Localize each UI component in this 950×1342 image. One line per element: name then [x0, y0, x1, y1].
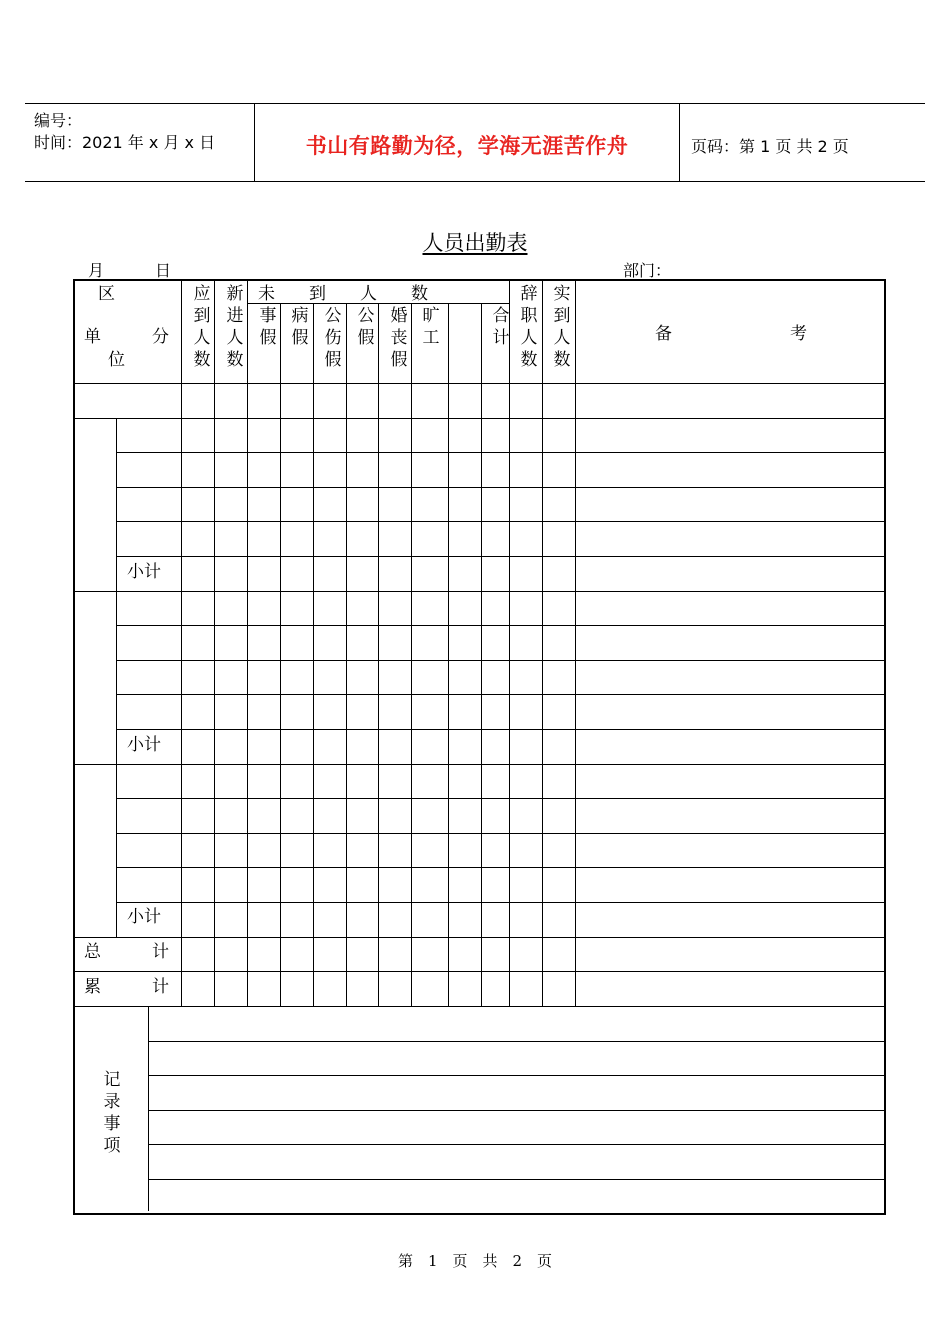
- subtotal-label: 小计: [127, 562, 161, 582]
- grid-line: [73, 937, 886, 938]
- col-personal-leave-header: 事假: [259, 306, 277, 348]
- grid-line: [214, 279, 215, 1006]
- col-unit-header-bottom: 位: [108, 350, 125, 370]
- grid-line: [116, 833, 886, 834]
- col-unit-header-left: 单: [84, 327, 101, 347]
- col-remarks-header-1: 备: [655, 324, 672, 344]
- col-wedding-funeral-header: 婚丧假: [390, 306, 408, 370]
- col-sick-leave-header: 病假: [291, 306, 309, 348]
- col-injury-leave-header: 公伤假: [324, 306, 342, 370]
- grid-line: [313, 303, 314, 1006]
- grid-line: [509, 279, 510, 1006]
- department-label: 部门：: [623, 261, 672, 280]
- grid-line: [116, 452, 886, 453]
- grid-line: [116, 521, 886, 522]
- col-expected-header: 应到人数: [193, 284, 211, 370]
- grid-line: [116, 902, 886, 903]
- col-district-header: 区: [98, 284, 115, 304]
- grid-line: [116, 660, 886, 661]
- grid-line: [73, 971, 886, 972]
- grid-line: [116, 418, 117, 937]
- grid-line: [73, 764, 886, 765]
- col-actual-header: 实到人数: [553, 284, 571, 370]
- col-absent-group-header: 未 到 人 数: [258, 284, 428, 304]
- grid-line: [411, 303, 412, 1006]
- grid-line: [116, 694, 886, 695]
- document-number-label: 编号：: [34, 111, 83, 130]
- grid-line: [73, 1006, 886, 1007]
- col-resigned-header: 辞职人数: [520, 284, 538, 370]
- grid-line: [148, 1110, 886, 1111]
- col-new-header: 新进人数: [226, 284, 244, 370]
- cumulative-label-2: 计: [152, 977, 169, 997]
- document-time-label: 时间：2021 年 x 月 x 日: [34, 133, 216, 152]
- col-official-leave-header: 公假: [357, 306, 375, 348]
- page-info: 页码：第 1 页 共 2 页: [691, 137, 849, 156]
- grid-line: [116, 867, 886, 868]
- motto-text: 书山有路勤为径，学海无涯苦作舟: [305, 134, 629, 158]
- grid-line: [73, 383, 886, 384]
- grid-line: [575, 279, 576, 1006]
- grand-total-label-1: 总: [84, 942, 101, 962]
- notes-label: 记录事项: [103, 1070, 121, 1156]
- grid-line: [148, 1179, 886, 1180]
- grid-line: [542, 279, 543, 1006]
- subtotal-label: 小计: [127, 907, 161, 927]
- month-label: 月: [88, 261, 105, 280]
- header-page-cell: [680, 104, 925, 181]
- grid-line: [73, 418, 886, 419]
- grid-line: [73, 591, 886, 592]
- grid-line: [481, 303, 482, 1006]
- cumulative-label-1: 累: [84, 977, 101, 997]
- grid-line: [346, 303, 347, 1006]
- grid-line: [247, 279, 248, 1006]
- grid-line: [181, 279, 182, 1006]
- col-unit-header-right: 分: [152, 327, 169, 347]
- grid-line: [116, 625, 886, 626]
- subtotal-label: 小计: [127, 735, 161, 755]
- grid-line: [116, 729, 886, 730]
- header-motto-cell: [255, 104, 680, 181]
- day-label: 日: [155, 261, 172, 280]
- grid-line: [148, 1006, 149, 1211]
- grid-line: [148, 1144, 886, 1145]
- grid-line: [378, 303, 379, 1006]
- document-header: [25, 103, 925, 182]
- grid-line: [116, 556, 886, 557]
- grid-line: [116, 487, 886, 488]
- grid-line: [448, 303, 449, 1006]
- grid-line: [148, 1075, 886, 1076]
- grid-line: [148, 1041, 886, 1042]
- form-title: 人员出勤表: [422, 231, 528, 255]
- grand-total-label-2: 计: [152, 942, 169, 962]
- grid-line: [280, 303, 281, 1006]
- header-meta-cell: [25, 104, 255, 181]
- page-footer: 第 1 页 共 2 页: [397, 1252, 553, 1270]
- col-remarks-header-2: 考: [790, 324, 807, 344]
- col-total-header: 合计: [492, 306, 510, 348]
- col-truancy-header: 旷工: [422, 306, 440, 348]
- grid-line: [116, 798, 886, 799]
